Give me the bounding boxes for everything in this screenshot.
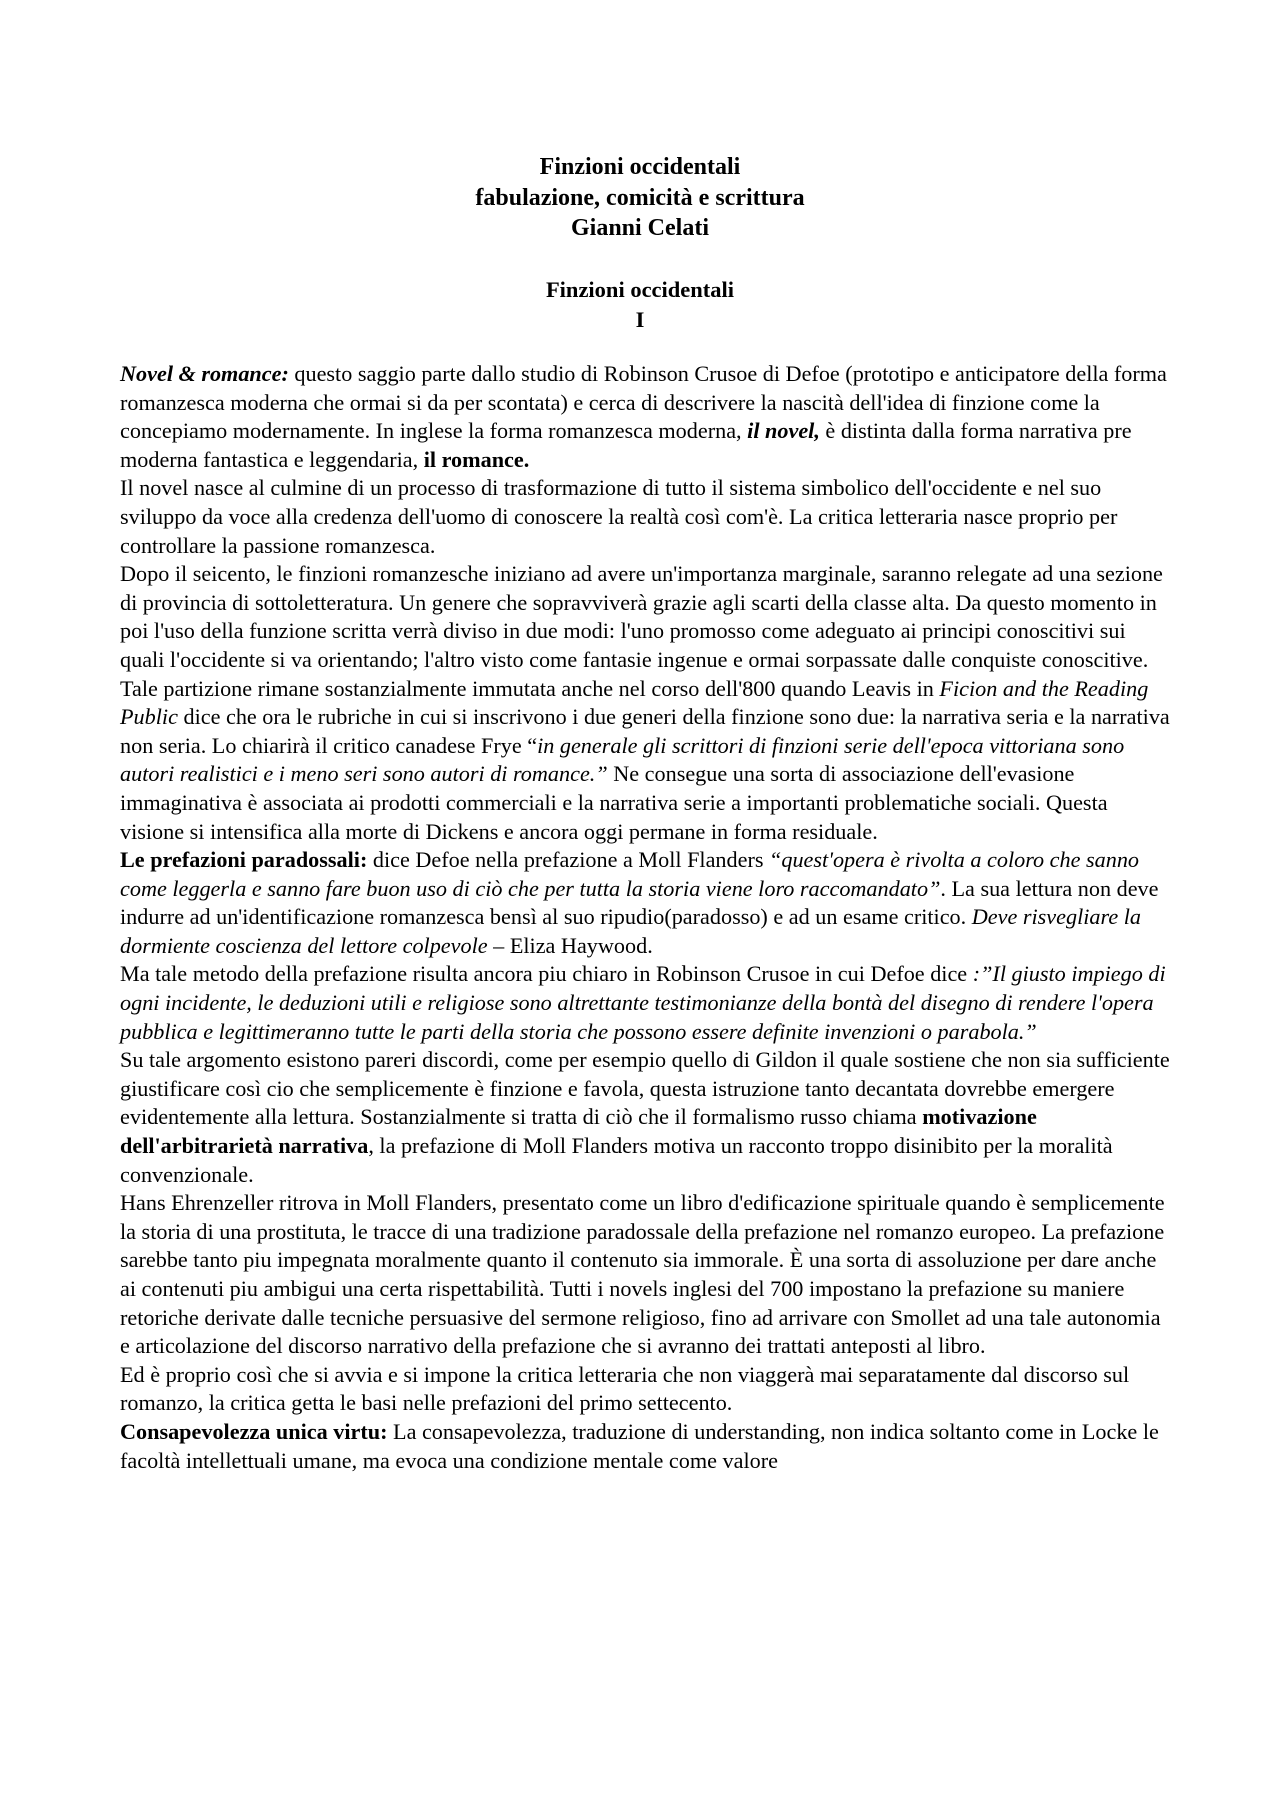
document-subtitle: fabulazione, comicità e scrittura [475,184,805,211]
book-title: Ficion and the Reading Public [120,675,1149,730]
paragraph-text: Su tale argomento esistono pareri discordi, come per esempio quello di Gildon il quale sostiene che non sia sufficiente giustificare così cio che semplicemente è finzione e favola, questa istruzione tanto decantata dovrebbe emergere evidentemente alla lettura. Sostanzialmente si tratta di ciò che il formalismo russo chiama [120,1047,1170,1130]
paragraph-text: è distinta dalla forma narrativa pre moderna fantastica e leggendaria, [120,418,1132,472]
emphasis-romance: il romance. [423,446,530,472]
paragraph-text: – Eliza Haywood. [487,932,653,958]
paragraph-novel-origin: Il novel nasce al culmine di un processo di trasformazione di tutto il sistema simbolico dell'occidente e nel suo sviluppo da voce alla credenza dell'uomo di conoscere la realtà così com'è. La critica letteraria nasce proprio per controllare la passione romanzesca. [120,475,1118,558]
quote-robinson: :”Il giusto impiego di ogni incidente, le deduzioni utili e religiose sono altrettante testimonianze della bontà del disegno di rendere l'opera pubblica e legittimeranno tutte le parti della storia che possono essere definite invenzioni o parabola.” [120,961,1166,1044]
paragraph-gildon [120,1046,1172,1189]
paragraph-text: Ma tale metodo della prefazione risulta ancora piu chiaro in Robinson Crusoe in cui Defoe dice [120,961,973,987]
document-title: Finzioni occidentali [539,154,741,180]
quote-defoe: “quest'opera è rivolta a coloro che sanno come leggerla e sanno fare buon uso di ciò che per tutta la storia viene loro raccomandato” [120,847,1140,901]
paragraph-text: dice che ora le rubriche in cui si inscrivono i due generi della finzione sono due: la narrativa seria e la narrativa non seria. Lo chiarirà il critico canadese Frye “ [120,704,1170,758]
section-number: I [635,307,645,332]
quote-frye: in generale gli scrittori di finzioni serie dell'epoca vittoriana sono autori realistici e i meno seri sono autori di romance.” [120,732,1125,787]
paragraph-partizione [120,675,1172,847]
paragraph-text: La consapevolezza, traduzione di understanding, non indica soltanto come in Locke le facoltà intellettuali umane, ma evoca una condizione mentale come valore [120,1418,1159,1473]
emphasis-novel: il novel, [747,418,820,444]
paragraph-robinson [120,960,1172,1046]
section-heading [0,275,1280,335]
paragraph-text: . La sua lettura non deve indurre ad un'identificazione romanzesca bensì al suo ripudio(paradosso) e ad un esame critico. [120,875,1159,930]
paragraph-critica: Ed è proprio così che si avvia e si impone la critica letteraria che non viaggerà mai separatamente dal discorso sul romanzo, la critica getta le basi nelle prefazioni del primo settecento. [120,1361,1130,1416]
section-title: Finzioni occidentali [545,277,735,302]
paragraph-prefazioni [120,846,1172,960]
document-author: Gianni Celati [570,215,709,241]
paragraph-novel-romance [120,360,1172,474]
paragraph-lead: Le prefazioni paradossali: [120,847,368,873]
paragraph-lead: Novel & romance: [120,361,289,386]
paragraph-text: Ne consegue una sorta di associazione dell'evasione immaginativa è associata ai prodotti commerciali e la narrativa serie a importanti problematiche sociali. Questa visione si intensifica alla morte di Dickens e ancora oggi permane in forma residuale. [120,761,1108,844]
paragraph-ehrenzeller: Hans Ehrenzeller ritrova in Moll Flanders, presentato come un libro d'edificazione spirituale quando è semplicemente la storia di una prostituta, le tracce di una tradizione paradossale della prefazione nel romanzo europeo. La prefazione sarebbe tanto piu impegnata moralmente quanto il contenuto sia immorale. È una sorta di assoluzione per dare anche ai contenuti piu ambigui una certa rispettabilità. Tutti i novels inglesi del 700 impostano la prefazione su maniere retoriche derivate dalle tecniche persuasive del sermone religioso, fino ad arrivare con Smollet ad una tale autonomia e articolazione del discorso narrativo della prefazione che si avranno dei trattati anteposti al libro. [120,1190,1165,1359]
paragraph-text: Tale partizione rimane sostanzialmente immutata anche nel corso dell'800 quando Leavis in [120,675,940,701]
paragraph-consapevolezza [120,1418,1172,1475]
quote-haywood: Deve risvegliare la dormiente coscienza del lettore colpevole [120,904,1141,958]
body-text [120,360,1172,1475]
document-header [0,152,1280,244]
paragraph-text: , la prefazione di Moll Flanders motiva un racconto troppo disinibito per la moralità convenzionale. [120,1133,1113,1187]
paragraph-seicento: Dopo il seicento, le finzioni romanzesche iniziano ad avere un'importanza marginale, saranno relegate ad una sezione di provincia di sottoletteratura. Un genere che sopravviverà grazie agli scarti della classe alta. Da questo momento in poi l'uso della funzione scritta verrà diviso in due modi: l'uno promosso come adeguato ai principi conoscitivi sui quali l'occidente si va orientando; l'altro visto come fantasie ingenue e ormai sorpassate dalle conquiste conoscitive. [120,561,1163,672]
paragraph-text: questo saggio parte dallo studio di Robinson Crusoe di Defoe (prototipo e anticipatore della forma romanzesca moderna che ormai si da per scontata) e cerca di descrivere la nascità dell'idea di finzione come la concepiamo modernamente. In inglese la forma romanzesca moderna, [120,361,1167,444]
emphasis-motivazione: motivazione dell'arbitrarietà narrativa [120,1104,1037,1159]
paragraph-text: dice Defoe nella prefazione a Moll Flanders [367,847,770,873]
paragraph-lead: Consapevolezza unica virtu: [120,1418,388,1444]
